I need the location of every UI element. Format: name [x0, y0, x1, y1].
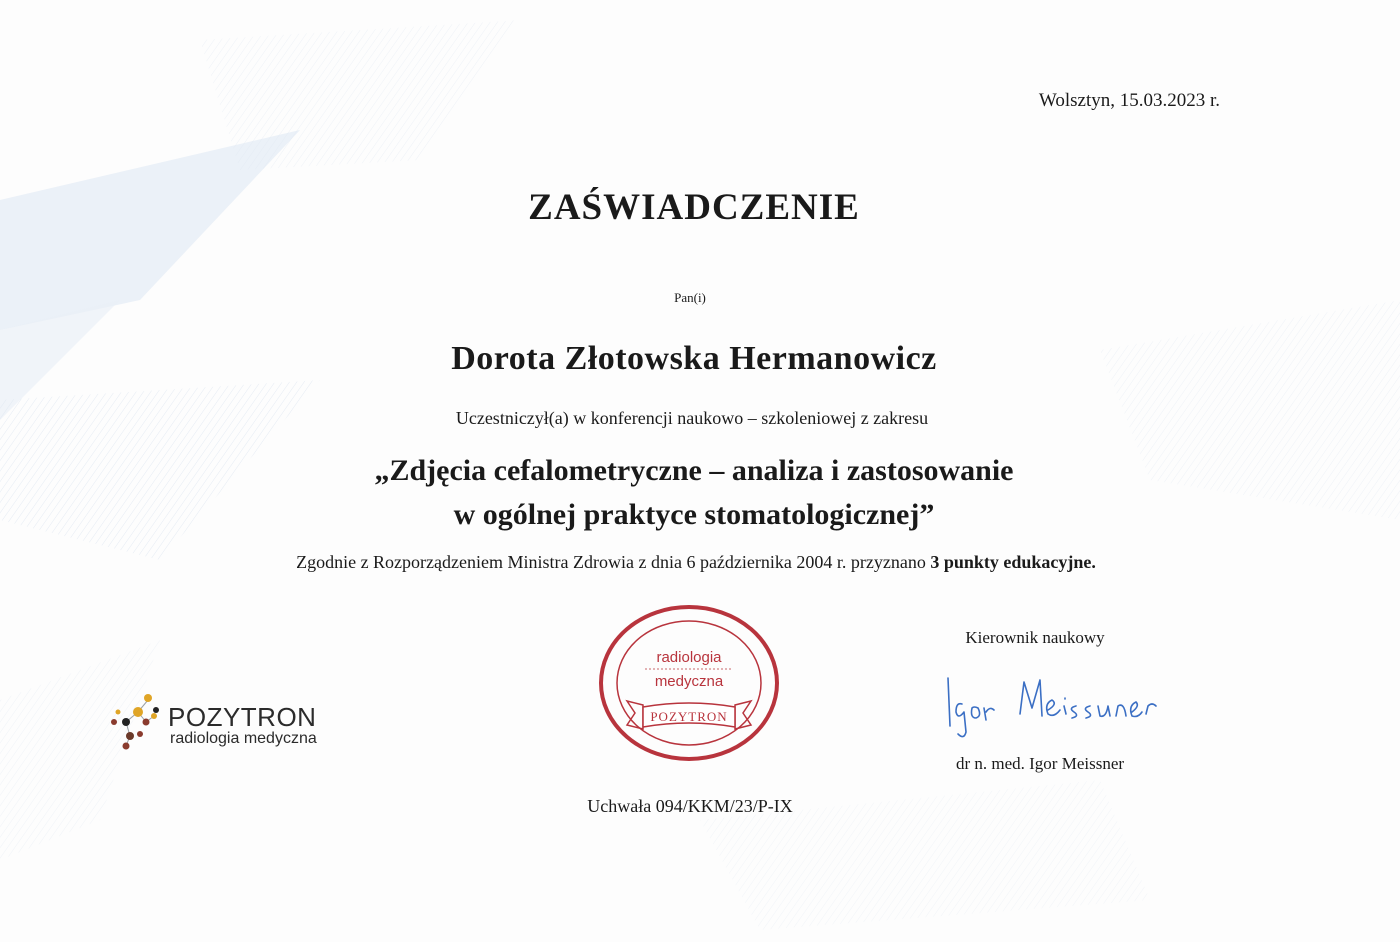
scientific-manager-label: Kierownik naukowy [965, 628, 1105, 647]
handwritten-signature [940, 668, 1160, 738]
place-and-date: Wolsztyn, 15.03.2023 r. [1038, 90, 1220, 111]
salutation: Pan(i) [674, 290, 706, 305]
logo-name: POZYTRON [168, 702, 317, 732]
conference-topic-line-1: „Zdjęcia cefalometryczne – analiza i zastosowanie [374, 454, 1014, 487]
stamp-line-1: radiologia [656, 649, 722, 666]
molecule-icon [104, 686, 168, 756]
stamp-line-2: medyczna [654, 673, 724, 690]
stamp-banner-text: POZYTRON [650, 709, 728, 724]
resolution-number: Uchwała 094/KKM/23/P-IX [587, 796, 793, 816]
participation-text: Uczestniczył(a) w konferencji naukowo – szkoleniowej z zakresu [455, 408, 929, 428]
pozytron-logo [104, 686, 374, 756]
regulation-text [0, 552, 1396, 573]
conference-topic-line-2: w ogólnej praktyce stomatologicznej” [453, 498, 935, 531]
recipient-name: Dorota Złotowska Hermanowicz [451, 340, 937, 377]
company-stamp [597, 603, 781, 763]
certificate-title: ZAŚWIADCZENIE [528, 187, 860, 228]
regulation-statement: Zgodnie z Rozporządzeniem Ministra Zdrowia z dnia 6 października 2004 r. przyznano [296, 552, 931, 572]
logo-subtitle: radiologia medyczna [170, 730, 317, 747]
education-points: 3 punkty edukacyjne. [930, 552, 1096, 572]
scientific-manager-name: dr n. med. Igor Meissner [955, 754, 1125, 773]
